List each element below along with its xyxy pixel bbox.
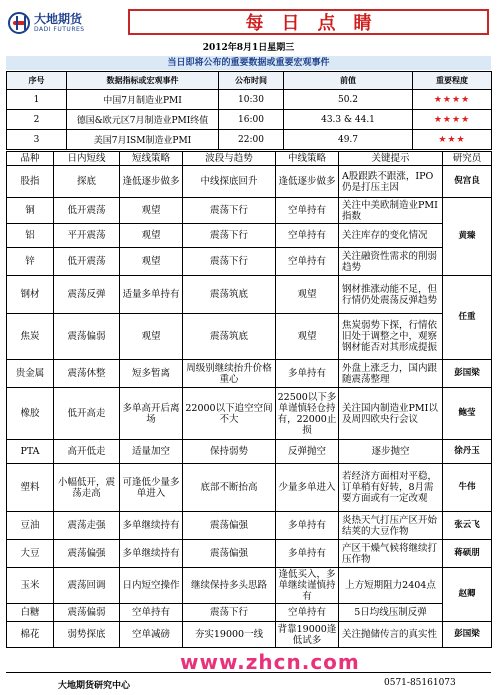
mid-cell: 逢低买入，多单继续谨慎持有: [276, 568, 339, 604]
swing-cell: 震荡下行: [183, 248, 276, 276]
mid-cell: 逢低逐步做多: [276, 166, 339, 198]
event-no: 1: [7, 90, 67, 110]
mid-cell: 多单持有: [276, 360, 339, 388]
event-no: 3: [7, 130, 67, 150]
title-box: [128, 9, 489, 35]
mid-cell: 空单持有: [276, 224, 339, 248]
table-row: [7, 512, 492, 540]
swing-cell: 夯实19000一线: [183, 622, 276, 648]
header-prev: 前值: [284, 72, 413, 90]
events-subtitle: 当日即将公布的重要数据或重要宏观事件: [6, 56, 491, 70]
header-event: 数据指标或宏观事件: [67, 72, 219, 90]
event-row: [7, 110, 492, 130]
key-cell: 产区干燥气候将继续打压作物: [339, 540, 443, 568]
table-row: [7, 360, 492, 388]
short-cell: 空单减磅: [120, 622, 183, 648]
key-cell: 关注库存的变化情况: [339, 224, 443, 248]
intraday-cell: 弱势探底: [54, 622, 120, 648]
short-cell: 多单继续持有: [120, 540, 183, 568]
intraday-cell: 震荡回调: [54, 568, 120, 604]
table-row: [7, 622, 492, 648]
header-swing: 波段与趋势: [183, 152, 276, 166]
swing-cell: 继续保持多头思路: [183, 568, 276, 604]
event-prev: 43.3 & 44.1: [284, 110, 413, 130]
product-cell: 白糖: [7, 604, 54, 622]
mid-cell: 少量多单进入: [276, 464, 339, 512]
swing-cell: 22000以下追空空间不大: [183, 388, 276, 440]
staff-cell: 鲍莹: [443, 388, 492, 440]
key-cell: 炎热天气打压产区开始结荚的大豆作物: [339, 512, 443, 540]
staff-cell: 蒋硕朋: [443, 540, 492, 568]
swing-cell: 震荡筑底: [183, 276, 276, 314]
key-cell: 关注国内制造业PMI以及周四欧央行会议: [339, 388, 443, 440]
event-time: 16:00: [219, 110, 284, 130]
product-cell: 棉花: [7, 622, 54, 648]
staff-cell: 牛伟: [443, 464, 492, 512]
mid-cell: 空单持有: [276, 248, 339, 276]
logo-cn-text: 大地期货: [34, 11, 83, 26]
events-header-row: [7, 72, 492, 90]
mid-cell: 22500以下多单谨慎轻仓持有，22000止损: [276, 388, 339, 440]
strategy-table: [6, 151, 492, 648]
header-product: 品种: [7, 152, 54, 166]
swing-cell: 周级别继续抬升价格重心: [183, 360, 276, 388]
table-row: [7, 314, 492, 360]
intraday-cell: 震荡偏弱: [54, 604, 120, 622]
product-cell: 铝: [7, 224, 54, 248]
product-cell: 贵金属: [7, 360, 54, 388]
intraday-cell: 震荡偏强: [54, 540, 120, 568]
table-row: [7, 388, 492, 440]
table-row: [7, 568, 492, 604]
event-row: [7, 90, 492, 110]
header-mid: 中线策略: [276, 152, 339, 166]
event-time: 22:00: [219, 130, 284, 150]
key-cell: 上方短期阻力2404点: [339, 568, 443, 604]
watermark-text: www.zhcn.com: [180, 650, 360, 674]
key-cell: 关注融资性需求的削弱趋势: [339, 248, 443, 276]
product-cell: 铜: [7, 198, 54, 224]
header-short: 短线策略: [120, 152, 183, 166]
event-prev: 49.7: [284, 130, 413, 150]
key-cell: 逐步抛空: [339, 440, 443, 464]
short-cell: 短多暂离: [120, 360, 183, 388]
staff-cell: 黄臻: [443, 198, 492, 276]
table-row: [7, 248, 492, 276]
product-cell: 塑料: [7, 464, 54, 512]
product-cell: 锌: [7, 248, 54, 276]
swing-cell: 震荡偏强: [183, 540, 276, 568]
event-time: 10:30: [219, 90, 284, 110]
event-row: [7, 130, 492, 150]
table-row: [7, 440, 492, 464]
staff-cell: 彭国梁: [443, 360, 492, 388]
short-cell: 观望: [120, 248, 183, 276]
product-cell: 钢材: [7, 276, 54, 314]
importance-stars-icon: ★★★★: [413, 90, 492, 110]
mid-cell: 反弹抛空: [276, 440, 339, 464]
mid-cell: 观望: [276, 276, 339, 314]
staff-cell: 彭国梁: [443, 622, 492, 648]
staff-cell: 赵卿: [443, 568, 492, 622]
intraday-cell: 探底: [54, 166, 120, 198]
footer-phone: 0571-85161073: [384, 678, 456, 688]
page-title: 每日点睛: [245, 13, 390, 34]
table-row: [7, 464, 492, 512]
logo-mark-icon: [8, 12, 30, 34]
intraday-cell: 低开震荡: [54, 198, 120, 224]
key-cell: A股跟跌不跟涨，IPO仍是打压主因: [339, 166, 443, 198]
mid-cell: 空单持有: [276, 198, 339, 224]
short-cell: 空单持有: [120, 604, 183, 622]
product-cell: 大豆: [7, 540, 54, 568]
strategy-header-row: [7, 152, 492, 166]
intraday-cell: 高开低走: [54, 440, 120, 464]
footer-org: 大地期货研究中心: [58, 681, 131, 691]
key-cell: 钢材推涨动能不足，但行情仍处震荡反弹趋势: [339, 276, 443, 314]
header-staff: 研究员: [443, 152, 492, 166]
mid-cell: 观望: [276, 314, 339, 360]
swing-cell: 中线探底回升: [183, 166, 276, 198]
key-cell: 外盘上涨乏力，国内跟随震荡整理: [339, 360, 443, 388]
event-name: 中国7月制造业PMI: [67, 90, 219, 110]
short-cell: 日内短空操作: [120, 568, 183, 604]
swing-cell: 震荡下行: [183, 604, 276, 622]
intraday-cell: 低开高走: [54, 388, 120, 440]
header-intraday: 日内短线: [54, 152, 120, 166]
short-cell: 多单高开后离场: [120, 388, 183, 440]
importance-stars-icon: ★★★: [413, 130, 492, 150]
table-row: [7, 604, 492, 622]
company-logo: [8, 8, 118, 38]
table-row: [7, 166, 492, 198]
mid-cell: 多单持有: [276, 540, 339, 568]
importance-stars-icon: ★★★★: [413, 110, 492, 130]
short-cell: 可逢低少量多单进入: [120, 464, 183, 512]
intraday-cell: 震荡偏弱: [54, 314, 120, 360]
key-cell: 若经济方面相对平稳，订单稍有好转，8月需要方面或有一定改观: [339, 464, 443, 512]
swing-cell: 震荡筑底: [183, 314, 276, 360]
table-row: [7, 276, 492, 314]
short-cell: 逢低逐步做多: [120, 166, 183, 198]
swing-cell: 震荡下行: [183, 224, 276, 248]
table-row: [7, 224, 492, 248]
header-time: 公布时间: [219, 72, 284, 90]
table-row: [7, 198, 492, 224]
short-cell: 适量加空: [120, 440, 183, 464]
key-cell: 关注抛储传言的真实性: [339, 622, 443, 648]
product-cell: 玉米: [7, 568, 54, 604]
mid-cell: 空单持有: [276, 604, 339, 622]
event-name: 德国&欧元区7月制造业PMI终值: [67, 110, 219, 130]
mid-cell: 多单持有: [276, 512, 339, 540]
short-cell: 适量多单持有: [120, 276, 183, 314]
footer-divider: [6, 672, 491, 673]
product-cell: 橡胶: [7, 388, 54, 440]
intraday-cell: 震荡休整: [54, 360, 120, 388]
swing-cell: 震荡偏强: [183, 512, 276, 540]
product-cell: 焦炭: [7, 314, 54, 360]
logo-en-text: DADI FUTURES: [34, 25, 85, 33]
mid-cell: 背靠19000逢低试多: [276, 622, 339, 648]
product-cell: 豆油: [7, 512, 54, 540]
swing-cell: 底部不断抬高: [183, 464, 276, 512]
intraday-cell: 平开震荡: [54, 224, 120, 248]
key-cell: 关注中美欧制造业PMI指数: [339, 198, 443, 224]
report-date: 2012年8月1日星期三: [202, 43, 295, 53]
table-row: [7, 540, 492, 568]
short-cell: 观望: [120, 198, 183, 224]
header-no: 序号: [7, 72, 67, 90]
events-table: [6, 71, 492, 150]
staff-cell: 徐丹玉: [443, 440, 492, 464]
staff-cell: 任重: [443, 276, 492, 360]
swing-cell: 震荡下行: [183, 198, 276, 224]
event-name: 美国7月ISM制造业PMI: [67, 130, 219, 150]
event-prev: 50.2: [284, 90, 413, 110]
intraday-cell: 震荡反弹: [54, 276, 120, 314]
staff-cell: 张云飞: [443, 512, 492, 540]
intraday-cell: 震荡走强: [54, 512, 120, 540]
short-cell: 多单继续持有: [120, 512, 183, 540]
key-cell: 焦炭弱势下探，行情依旧处于调整之中，观察钢材能否对其形成提振: [339, 314, 443, 360]
header-key: 关键提示: [339, 152, 443, 166]
short-cell: 观望: [120, 224, 183, 248]
swing-cell: 保持弱势: [183, 440, 276, 464]
staff-cell: 倪宫良: [443, 166, 492, 198]
product-cell: PTA: [7, 440, 54, 464]
header-importance: 重要程度: [413, 72, 492, 90]
product-cell: 股指: [7, 166, 54, 198]
intraday-cell: 低开震荡: [54, 248, 120, 276]
intraday-cell: 小幅低开，震荡走高: [54, 464, 120, 512]
key-cell: 5日均线压制反弹: [339, 604, 443, 622]
event-no: 2: [7, 110, 67, 130]
short-cell: 观望: [120, 314, 183, 360]
